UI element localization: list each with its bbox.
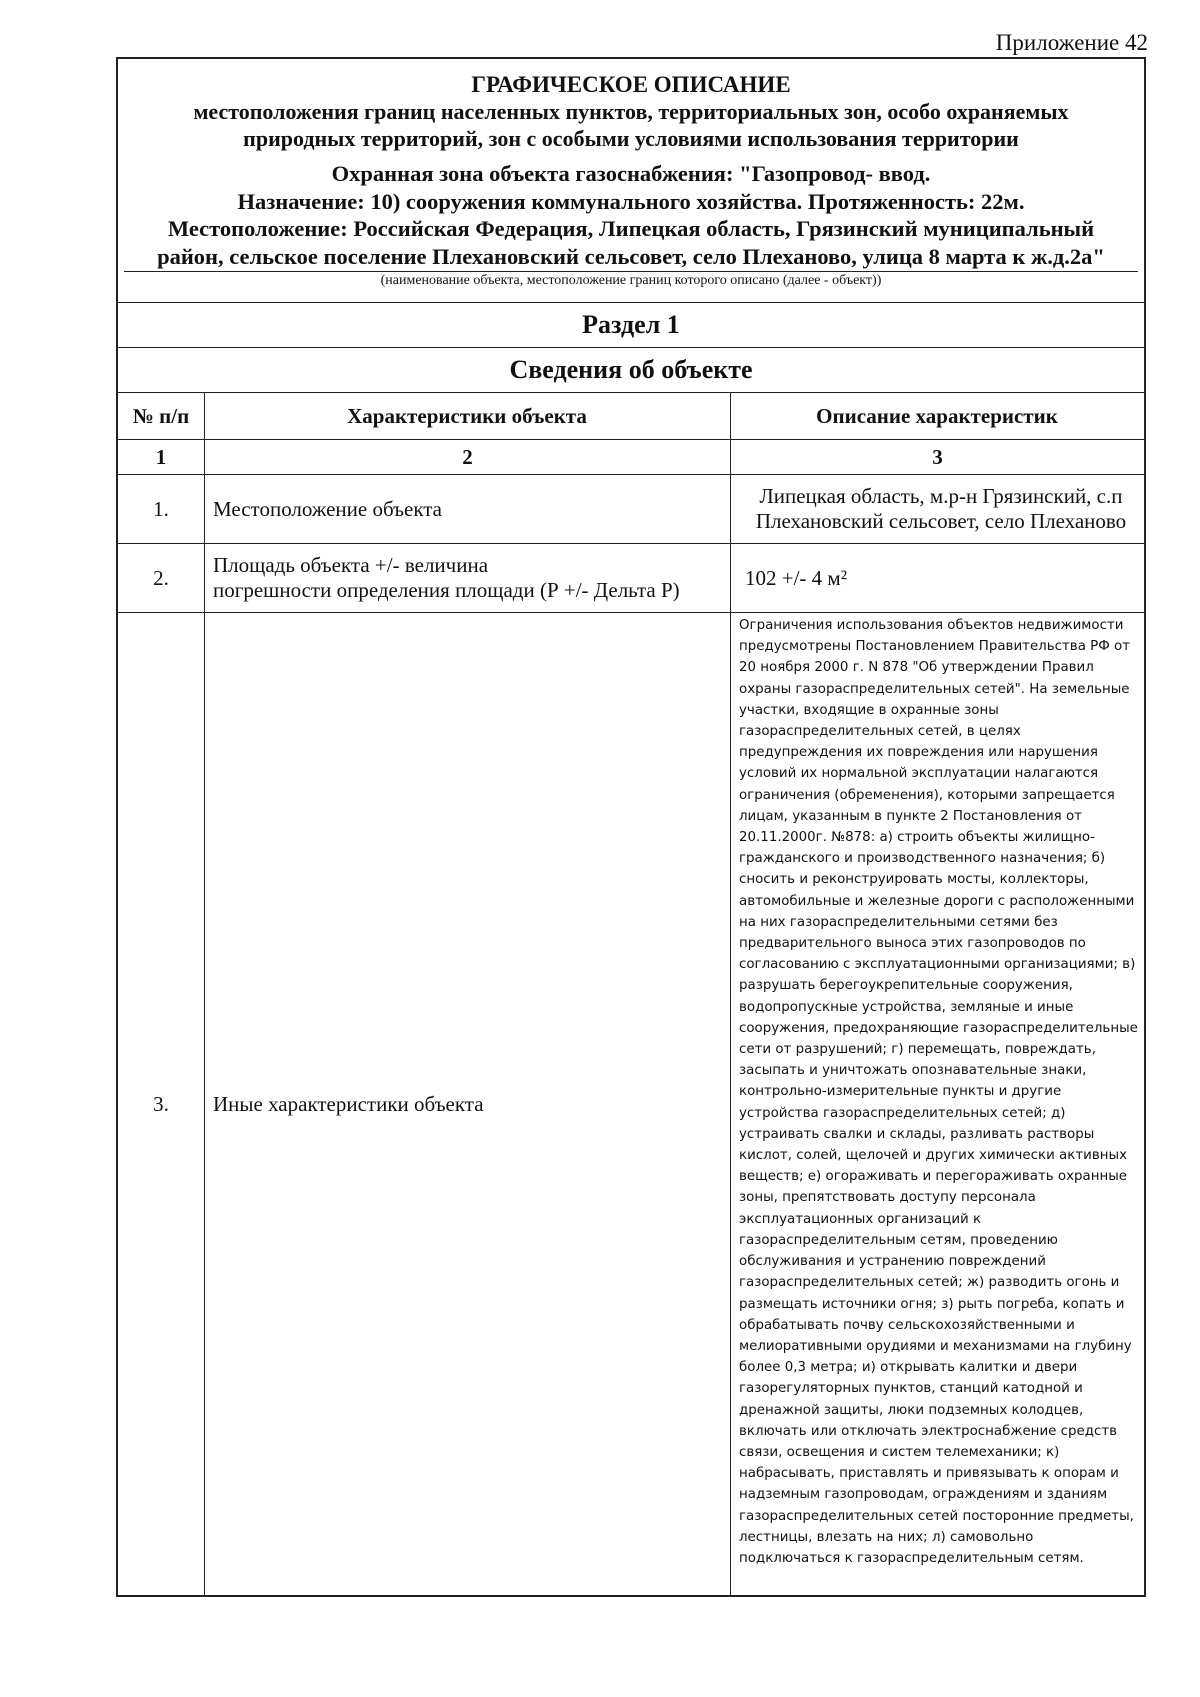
row-description: Ограничения использования объектов недвижимости предусмотрены Постановлением Правительства РФ от 20 ноября 2000 г. N 878 "Об утверждении Правил охраны газораспределительных сетей". На земельные участки, входящие в охранные зоны газораспределительных сетей, в целях предупреждения их повреждения или нарушения условий их нормальной эксплуатации налагаются ограничения (обременения), которыми запрещается лицам, указанным в пункте 2 Постановления от 20.11.2000г. №878: а) строить объекты жилищно-гражданского и производственного назначения; б) сносить и реконструировать мосты, коллекторы, автомобильные и железные дороги с расположенными на них газораспределительными сетями без предварительного выноса этих газопроводов по согласованию с эксплуатационными организациями; в) разрушать берегоукрепительные сооружения, водопропускные устройства, земляные и иные сооружения, предохраняющие газораспределительные сети от разрушений; г) перемещать, повреждать, засыпать и уничтожать опознавательные знаки, контрольно-измерительные пункты и другие устройства газораспределительных сетей; д) устраивать свалки и склады, разливать растворы кислот, солей, щелочей и других химически активных веществ; е) огораживать и перегораживать охранные зоны, препятствовать доступу персонала эксплуатационных организаций к газораспределительным сетям, проведению обслуживания и устранению повреждений газораспределительных сетей; ж) разводить огонь и размещать источники огня; з) рыть погреба, копать и обрабатывать почву сельскохозяйственными и мелиоративными орудиями и механизмами на глубину более 0,3 метра; и) открывать калитки и двери газорегуляторных пунктов, станций катодной и дренажной защиты, люки подземных колодцев, включать или отключать электроснабжение средств связи, освещения и систем телемеханики; к) набрасывать, приставлять и привязывать к опорам и надземным газопроводам, ограждениям и зданиям газораспределительных сетей посторонние предметы, лестницы, влезать на них; л) самовольно подключаться к газораспределительным сетям. xyxy=(731,613,1145,1596)
document-frame xyxy=(116,57,1146,1597)
column-number-1: 1 xyxy=(118,440,205,475)
object-caption: (наименование объекта, местоположение границ которого описано (далее - объект)) xyxy=(380,273,882,288)
column-number-row xyxy=(118,440,1144,475)
object-name-line-1: Охранная зона объекта газоснабжения: "Газопровод- ввод. xyxy=(331,161,931,186)
column-header-characteristic: Характеристики объекта xyxy=(205,393,731,440)
table-header-row xyxy=(118,393,1144,440)
document-subtitle-line-2: природных территорий, зон с особыми условиями использования территории xyxy=(243,126,1019,151)
row-description-line-2: Плехановский сельсовет, село Плеханово xyxy=(755,509,1127,533)
column-number-2: 2 xyxy=(205,440,731,475)
object-name-line-4: район, сельское поселение Плехановский сельсовет, село Плеханово, улица 8 марта к ж.д.2а" xyxy=(157,243,1105,269)
column-header-description: Описание характеристик xyxy=(731,393,1145,440)
appendix-label: Приложение 42 xyxy=(995,30,1148,55)
section-title: Раздел 1 xyxy=(118,302,1144,347)
object-name xyxy=(124,160,1138,272)
row-number: 2. xyxy=(118,544,205,613)
row-characteristic: Местоположение объекта xyxy=(205,475,731,544)
section-subtitle: Сведения об объекте xyxy=(118,347,1144,392)
object-name-line-3: Местоположение: Российская Федерация, Липецкая область, Грязинский муниципальный xyxy=(167,216,1095,241)
row-number: 1. xyxy=(118,475,205,544)
row-description xyxy=(731,475,1145,544)
row-characteristic xyxy=(205,544,731,613)
table-row xyxy=(118,613,1144,1596)
document-subtitle-line-1: местоположения границ населенных пунктов, территориальных зон, особо охраняемых xyxy=(193,99,1069,124)
row-number: 3. xyxy=(118,613,205,1596)
row-characteristic-line-2: погрешности определения площади (Р +/- Дельта Р) xyxy=(213,578,680,602)
object-name-line-2: Назначение: 10) сооружения коммунального хозяйства. Протяженность: 22м. xyxy=(237,188,1025,214)
characteristics-table xyxy=(118,392,1144,1595)
document-title: ГРАФИЧЕСКОЕ ОПИСАНИЕ xyxy=(471,72,791,97)
row-description-line-1: Липецкая область, м.р-н Грязинский, с.п xyxy=(759,484,1123,508)
row-characteristic: Иные характеристики объекта xyxy=(205,613,731,1596)
table-row xyxy=(118,544,1144,613)
column-header-number: № п/п xyxy=(118,393,205,440)
document-header xyxy=(118,59,1144,302)
row-characteristic-line-1: Площадь объекта +/- величина xyxy=(213,553,489,577)
table-row xyxy=(118,475,1144,544)
column-number-3: 3 xyxy=(731,440,1145,475)
row-description: 102 +/- 4 м² xyxy=(731,544,1145,613)
